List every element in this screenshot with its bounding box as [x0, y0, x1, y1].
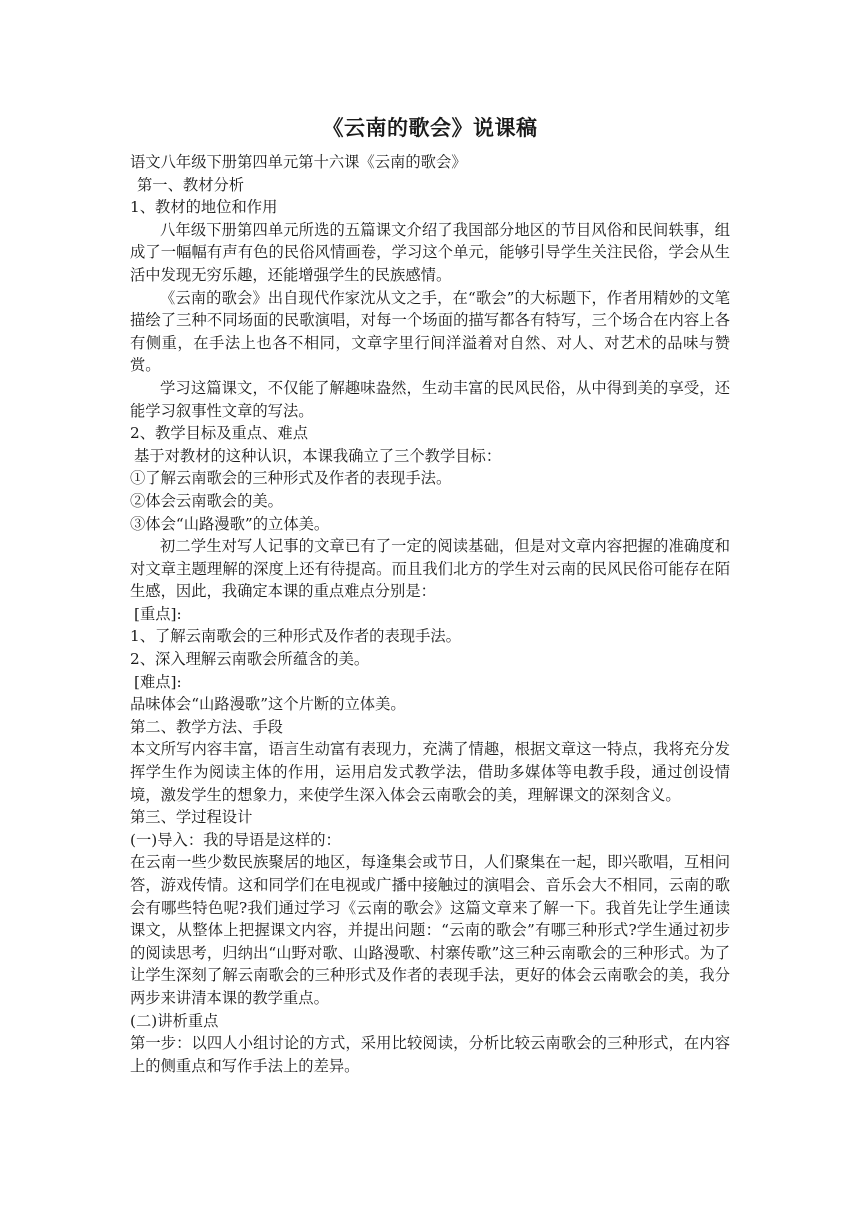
body-line: 第三、学过程设计	[130, 808, 253, 827]
body-line: 2、深入理解云南歌会所蕴含的美。	[130, 650, 370, 669]
body-paragraph: 八年级下册第四单元所选的五篇课文介绍了我国部分地区的节目风俗和民间轶事，组成了一幅幅有声有色的民俗风情画卷，学习这个单元，能够引导学生关注民俗，学会从生活中发现无穷乐趣，还能增强学生的民族感情。	[130, 220, 730, 284]
body-line: ①了解云南歌会的三种形式及作者的表现手法。	[130, 469, 452, 488]
body-line: 语文八年级下册第四单元第十六课《云南的歌会》	[130, 153, 467, 171]
body-line: 基于对教材的这种认识，本课我确立了三个教学目标：	[134, 446, 502, 465]
document-title: 《云南的歌会》说课稿	[322, 115, 538, 140]
body-line: 第二、教学方法、手段	[130, 717, 283, 736]
body-line: 1、了解云南歌会的三种形式及作者的表现手法。	[130, 627, 461, 646]
document-page	[130, 113, 730, 1077]
body-paragraph: 学习这篇课文，不仅能了解趣味盎然，生动丰富的民风民俗，从中得到美的享受，还能学习叙事性文章的写法。	[130, 378, 730, 420]
body-line: [难点]:	[134, 672, 182, 691]
body-line: 1、教材的地位和作用	[130, 198, 278, 217]
body-line: (二)讲析重点	[130, 1011, 219, 1030]
body-line: 2、教学目标及重点、难点	[130, 424, 308, 443]
body-line: (一)导入：我的导语是这样的：	[130, 830, 341, 849]
body-line: [重点]:	[134, 604, 182, 623]
body-line: ②体会云南歌会的美。	[130, 491, 283, 510]
body-line: 品味体会“山路漫歌”这个片断的立体美。	[130, 695, 406, 714]
body-line: ③体会“山路漫歌”的立体美。	[130, 514, 330, 533]
body-paragraph: 《云南的歌会》出自现代作家沈从文之手，在“歌会”的大标题下，作者用精妙的文笔描绘了三种不同场面的民歌演唱，对每一个场面的描写都各有特写，三个场合在内容上各有侧重，在手法上也各不相同，文章字里行间洋溢着对自然、对人、对艺术的品味与赞赏。	[130, 288, 730, 375]
body-line: 第一、教材分析	[137, 175, 245, 194]
document-body	[130, 151, 730, 1077]
body-paragraph: 第一步：以四人小组讨论的方式，采用比较阅读，分析比较云南歌会的三种形式，在内容上的侧重点和写作手法上的差异。	[130, 1034, 730, 1075]
body-paragraph: 在云南一些少数民族聚居的地区，每逢集会或节日，人们聚集在一起，即兴歌唱，互相问答，游戏传情。这和同学们在电视或广播中接触过的演唱会、音乐会大不相同，云南的歌会有哪些特色呢?我们通过学习《云南的歌会》这篇文章来了解一下。我首先让学生通读课文，从整体上把握课文内容，并提出问题：“云南的歌会”有哪三种形式?学生通过初步的阅读思考，归纳出“山野对歌、山路漫歌、村寨传歌”这三种云南歌会的三种形式。为了让学生深刻了解云南歌会的三种形式及作者的表现手法，更好的体会云南歌会的美，我分两步来讲清本课的教学重点。	[130, 853, 730, 1007]
body-paragraph: 本文所写内容丰富，语言生动富有表现力，充满了情趣，根据文章这一特点，我将充分发挥学生作为阅读主体的作用，运用启发式教学法，借助多媒体等电教手段，通过创设情境，激发学生的想象力，来使学生深入体会云南歌会的美，理解课文的深刻含义。	[130, 740, 730, 804]
body-paragraph: 初二学生对写人记事的文章已有了一定的阅读基础，但是对文章内容把握的准确度和对文章主题理解的深度上还有待提高。而且我们北方的学生对云南的民风民俗可能存在陌生感，因此，我确定本课的重点难点分别是：	[130, 537, 730, 601]
